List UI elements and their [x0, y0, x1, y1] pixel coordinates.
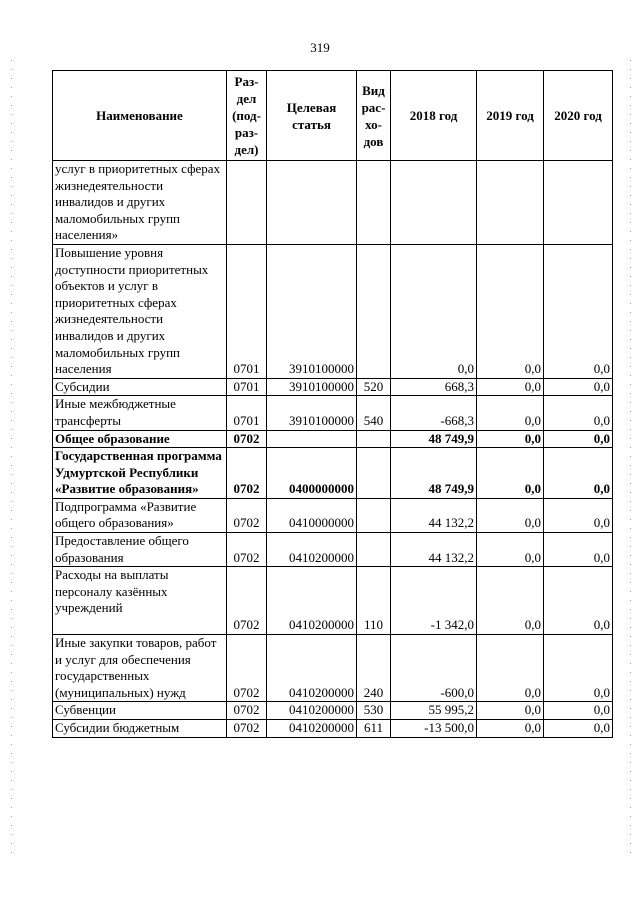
cell-2020: 0,0: [544, 430, 613, 448]
cell-expense-type: 540: [357, 396, 391, 430]
cell-2019: [477, 161, 544, 245]
cell-expense-type: 110: [357, 567, 391, 635]
header-article: Целевая статья: [267, 71, 357, 161]
cell-section: 0702: [227, 702, 267, 720]
cell-name: Повышение уровня доступности приоритетных объектов и услуг в приоритетных сферах жизнедеятельности инвалидов и других маломобильных групп населения: [53, 244, 227, 378]
budget-table: [52, 70, 613, 738]
cell-name: Подпрограмма «Развитие общего образования»: [53, 498, 227, 532]
table-body: [53, 161, 613, 738]
cell-section: 0701: [227, 378, 267, 396]
cell-2019: 0,0: [477, 448, 544, 499]
cell-2019: 0,0: [477, 244, 544, 378]
table-row: [53, 498, 613, 532]
cell-expense-type: [357, 448, 391, 499]
table-row: [53, 448, 613, 499]
cell-expense-type: [357, 244, 391, 378]
cell-name: Иные закупки товаров, работ и услуг для обеспечения государственных (муниципальных) нужд: [53, 635, 227, 702]
cell-2019: 0,0: [477, 430, 544, 448]
cell-expense-type: 520: [357, 378, 391, 396]
cell-expense-type: 611: [357, 720, 391, 738]
cell-2020: 0,0: [544, 498, 613, 532]
cell-expense-type: [357, 498, 391, 532]
cell-2018: 48 749,9: [391, 448, 477, 499]
table-row: [53, 702, 613, 720]
cell-article: 3910100000: [267, 396, 357, 430]
cell-2020: 0,0: [544, 244, 613, 378]
cell-article: 0410200000: [267, 720, 357, 738]
cell-name: Субсидии: [53, 378, 227, 396]
cell-article: 0410000000: [267, 498, 357, 532]
cell-2019: 0,0: [477, 498, 544, 532]
cell-section: 0702: [227, 448, 267, 499]
table-row: [53, 533, 613, 567]
cell-2018: 48 749,9: [391, 430, 477, 448]
cell-expense-type: 530: [357, 702, 391, 720]
cell-name: Иные межбюджетные трансферты: [53, 396, 227, 430]
cell-2019: 0,0: [477, 702, 544, 720]
right-margin-dots: [629, 60, 632, 860]
cell-article: 3910100000: [267, 378, 357, 396]
cell-article: 0410200000: [267, 635, 357, 702]
page-number: 319: [310, 40, 330, 55]
cell-2019: 0,0: [477, 567, 544, 635]
cell-2018: -1 342,0: [391, 567, 477, 635]
cell-2018: -13 500,0: [391, 720, 477, 738]
cell-section: 0701: [227, 396, 267, 430]
cell-section: 0702: [227, 498, 267, 532]
cell-2018: 0,0: [391, 244, 477, 378]
table-row: [53, 244, 613, 378]
cell-2019: 0,0: [477, 635, 544, 702]
table-row: [53, 720, 613, 738]
cell-2020: 0,0: [544, 396, 613, 430]
table-row: [53, 161, 613, 245]
cell-article: 3910100000: [267, 244, 357, 378]
cell-2020: 0,0: [544, 378, 613, 396]
cell-article: 0400000000: [267, 448, 357, 499]
table-row: [53, 635, 613, 702]
cell-2020: 0,0: [544, 720, 613, 738]
header-year-2019: 2019 год: [477, 71, 544, 161]
table-row: [53, 378, 613, 396]
cell-section: 0702: [227, 567, 267, 635]
cell-name: Расходы на выплаты персоналу казённых учреждений: [53, 567, 227, 635]
table-header-row: [53, 71, 613, 161]
cell-article: [267, 161, 357, 245]
cell-2020: 0,0: [544, 533, 613, 567]
cell-2018: 44 132,2: [391, 498, 477, 532]
cell-expense-type: [357, 161, 391, 245]
cell-2019: 0,0: [477, 378, 544, 396]
header-section: Раз- дел (под- раз- дел): [227, 71, 267, 161]
cell-2018: 55 995,2: [391, 702, 477, 720]
table-row: [53, 396, 613, 430]
cell-expense-type: 240: [357, 635, 391, 702]
cell-expense-type: [357, 430, 391, 448]
cell-2020: 0,0: [544, 635, 613, 702]
cell-article: 0410200000: [267, 533, 357, 567]
cell-name: услуг в приоритетных сферах жизнедеятельности инвалидов и других маломобильных групп населения»: [53, 161, 227, 245]
header-name: Наименование: [53, 71, 227, 161]
header-year-2020: 2020 год: [544, 71, 613, 161]
cell-article: 0410200000: [267, 567, 357, 635]
cell-section: 0702: [227, 430, 267, 448]
cell-name: Государственная программа Удмуртской Республики «Развитие образования»: [53, 448, 227, 499]
cell-2018: 44 132,2: [391, 533, 477, 567]
table-row: [53, 567, 613, 635]
cell-section: [227, 161, 267, 245]
cell-name: Предоставление общего образования: [53, 533, 227, 567]
left-margin-dots: [10, 60, 13, 860]
cell-2020: 0,0: [544, 702, 613, 720]
header-expense-type: Вид рас- хо- дов: [357, 71, 391, 161]
cell-2019: 0,0: [477, 396, 544, 430]
cell-2020: 0,0: [544, 448, 613, 499]
cell-2018: -600,0: [391, 635, 477, 702]
cell-2020: [544, 161, 613, 245]
cell-2018: 668,3: [391, 378, 477, 396]
table-row: [53, 430, 613, 448]
cell-2020: 0,0: [544, 567, 613, 635]
cell-section: 0701: [227, 244, 267, 378]
cell-section: 0702: [227, 635, 267, 702]
cell-section: 0702: [227, 533, 267, 567]
cell-name: Субвенции: [53, 702, 227, 720]
cell-2018: -668,3: [391, 396, 477, 430]
cell-2018: [391, 161, 477, 245]
cell-2019: 0,0: [477, 720, 544, 738]
cell-section: 0702: [227, 720, 267, 738]
cell-article: 0410200000: [267, 702, 357, 720]
header-year-2018: 2018 год: [391, 71, 477, 161]
cell-name: Субсидии бюджетным: [53, 720, 227, 738]
cell-expense-type: [357, 533, 391, 567]
cell-article: [267, 430, 357, 448]
cell-2019: 0,0: [477, 533, 544, 567]
cell-name: Общее образование: [53, 430, 227, 448]
